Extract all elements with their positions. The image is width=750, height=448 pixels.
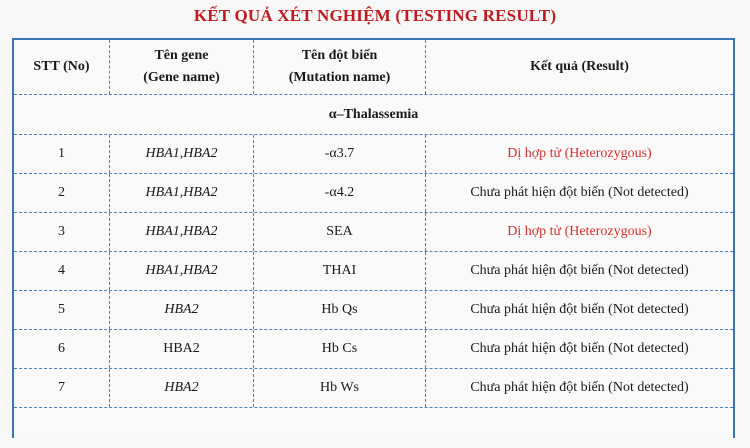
row-result-cell: Chưa phát hiện đột biến (Not detected) [470, 185, 689, 200]
row-no-cell: 4 [14, 252, 110, 290]
row-mutation-cell: Hb Ws [254, 369, 426, 407]
row-result-cell: Chưa phát hiện đột biến (Not detected) [470, 341, 689, 356]
row-mutation-cell: -α3.7 [254, 135, 426, 173]
section-title: α–Thalassemia [328, 106, 419, 122]
row-mutation-cell: SEA [254, 213, 426, 251]
row-no-cell: 2 [14, 174, 110, 212]
row-gene-cell: HBA1,HBA2 [110, 213, 254, 251]
header-mutation [254, 40, 426, 94]
header-no: STT (No) [14, 40, 110, 94]
table-row [14, 135, 733, 174]
header-result: Kết quả (Result) [530, 59, 629, 74]
table-row [14, 369, 733, 408]
table-row [14, 330, 733, 369]
row-result-cell: Dị hợp tử (Heterozygous) [507, 224, 652, 239]
header-gene-label: Tên gene [154, 48, 209, 63]
row-result-cell: Dị hợp tử (Heterozygous) [507, 146, 652, 161]
row-no-cell: 6 [14, 330, 110, 368]
row-no-cell: 7 [14, 369, 110, 407]
table-row [14, 213, 733, 252]
page-title: KẾT QUẢ XÉT NGHIỆM (TESTING RESULT) [193, 6, 557, 25]
section-row [14, 95, 733, 135]
table-body [14, 135, 733, 408]
row-mutation-cell: THAI [254, 252, 426, 290]
header-mutation-label: Tên đột biến [301, 48, 378, 63]
row-gene-cell: HBA1,HBA2 [110, 135, 254, 173]
results-table [12, 38, 735, 438]
table-footer-row [14, 408, 733, 448]
row-no-cell: 5 [14, 291, 110, 329]
row-gene-cell: HBA2 [110, 291, 254, 329]
row-gene-cell: HBA2 [110, 330, 254, 368]
header-gene [110, 40, 254, 94]
header-mutation-sublabel: (Mutation name) [288, 70, 391, 85]
row-no-cell: 1 [14, 135, 110, 173]
table-row [14, 291, 733, 330]
row-result-cell: Chưa phát hiện đột biến (Not detected) [470, 380, 689, 395]
row-result-cell: Chưa phát hiện đột biến (Not detected) [470, 263, 689, 278]
row-gene-cell: HBA1,HBA2 [110, 174, 254, 212]
row-mutation-cell: Hb Cs [254, 330, 426, 368]
row-gene-cell: HBA2 [110, 369, 254, 407]
row-mutation-cell: Hb Qs [254, 291, 426, 329]
table-header-row [14, 40, 733, 95]
table-row [14, 252, 733, 291]
header-gene-sublabel: (Gene name) [143, 70, 220, 85]
row-result-cell: Chưa phát hiện đột biến (Not detected) [470, 302, 689, 317]
row-no-cell: 3 [14, 213, 110, 251]
row-mutation-cell: -α4.2 [254, 174, 426, 212]
row-gene-cell: HBA1,HBA2 [110, 252, 254, 290]
table-row [14, 174, 733, 213]
